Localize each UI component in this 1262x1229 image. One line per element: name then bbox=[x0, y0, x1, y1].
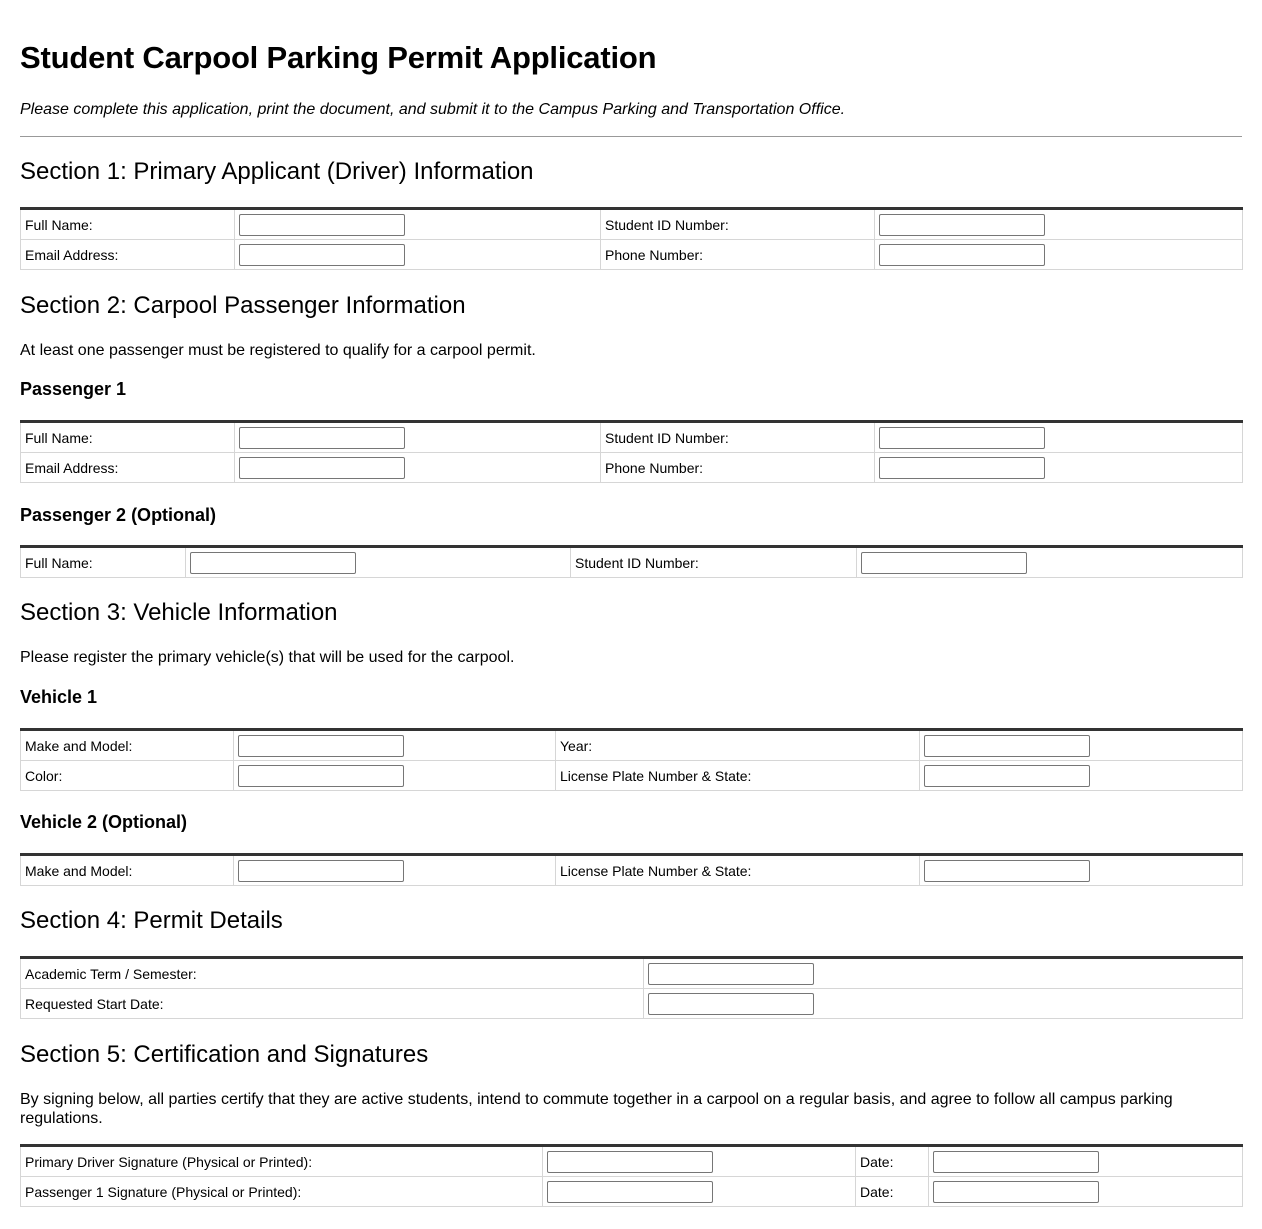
driver-email-input[interactable] bbox=[239, 244, 405, 266]
driver-date-input[interactable] bbox=[933, 1151, 1099, 1173]
driver-student-id-input[interactable] bbox=[879, 214, 1045, 236]
vehicle1-plate-input[interactable] bbox=[924, 765, 1090, 787]
driver-phone-label: Phone Number: bbox=[601, 240, 875, 270]
vehicle1-color-input[interactable] bbox=[238, 765, 404, 787]
vehicle1-year-input[interactable] bbox=[924, 735, 1090, 757]
driver-student-id-label: Student ID Number: bbox=[601, 209, 875, 240]
vehicle2-heading: Vehicle 2 (Optional) bbox=[20, 812, 188, 832]
driver-info-table bbox=[20, 207, 1243, 270]
vehicle1-make-model-label: Make and Model: bbox=[21, 730, 234, 761]
page-title: Student Carpool Parking Permit Application bbox=[20, 40, 657, 75]
driver-full-name-label: Full Name: bbox=[21, 209, 235, 240]
passenger1-full-name-label: Full Name: bbox=[21, 422, 235, 453]
table-row bbox=[21, 1146, 1243, 1177]
passenger1-table bbox=[20, 420, 1243, 483]
passenger1-email-label: Email Address: bbox=[21, 453, 235, 483]
vehicle1-heading: Vehicle 1 bbox=[20, 687, 98, 707]
start-date-label: Requested Start Date: bbox=[21, 989, 644, 1019]
section3-heading: Section 3: Vehicle Information bbox=[20, 599, 338, 626]
table-row bbox=[21, 547, 1243, 578]
vehicle2-plate-label: License Plate Number & State: bbox=[556, 855, 920, 886]
vehicle1-color-label: Color: bbox=[21, 761, 234, 791]
table-row bbox=[21, 958, 1243, 989]
table-row bbox=[21, 761, 1243, 791]
table-row bbox=[21, 989, 1243, 1019]
passenger2-table bbox=[20, 545, 1243, 578]
table-row bbox=[21, 240, 1243, 270]
signatures-table bbox=[20, 1144, 1243, 1207]
passenger1-heading: Passenger 1 bbox=[20, 379, 127, 399]
vehicle2-plate-input[interactable] bbox=[924, 860, 1090, 882]
passenger1-phone-input[interactable] bbox=[879, 457, 1045, 479]
section4-heading: Section 4: Permit Details bbox=[20, 907, 283, 934]
vehicle1-table bbox=[20, 728, 1243, 791]
section3-note: Please register the primary vehicle(s) that will be used for the carpool. bbox=[20, 649, 515, 666]
header-divider bbox=[20, 136, 1242, 137]
vehicle1-make-model-input[interactable] bbox=[238, 735, 404, 757]
passenger2-full-name-label: Full Name: bbox=[21, 547, 186, 578]
driver-email-label: Email Address: bbox=[21, 240, 235, 270]
table-row bbox=[21, 209, 1243, 240]
term-label: Academic Term / Semester: bbox=[21, 958, 644, 989]
vehicle2-make-model-label: Make and Model: bbox=[21, 855, 234, 886]
table-row bbox=[21, 453, 1243, 483]
table-row bbox=[21, 422, 1243, 453]
passenger1-phone-label: Phone Number: bbox=[601, 453, 875, 483]
passenger1-date-input[interactable] bbox=[933, 1181, 1099, 1203]
passenger2-student-id-label: Student ID Number: bbox=[571, 547, 857, 578]
section2-heading: Section 2: Carpool Passenger Information bbox=[20, 292, 466, 319]
passenger1-signature-label: Passenger 1 Signature (Physical or Printed): bbox=[21, 1177, 543, 1207]
vehicle2-table bbox=[20, 853, 1243, 886]
start-date-input[interactable] bbox=[648, 993, 814, 1015]
table-row bbox=[21, 730, 1243, 761]
passenger2-heading: Passenger 2 (Optional) bbox=[20, 505, 217, 525]
passenger2-student-id-input[interactable] bbox=[861, 552, 1027, 574]
term-input[interactable] bbox=[648, 963, 814, 985]
table-row bbox=[21, 855, 1243, 886]
passenger1-signature-input[interactable] bbox=[547, 1181, 713, 1203]
driver-full-name-input[interactable] bbox=[239, 214, 405, 236]
vehicle1-plate-label: License Plate Number & State: bbox=[556, 761, 920, 791]
driver-phone-input[interactable] bbox=[879, 244, 1045, 266]
driver-signature-label: Primary Driver Signature (Physical or Printed): bbox=[21, 1146, 543, 1177]
passenger1-email-input[interactable] bbox=[239, 457, 405, 479]
intro-text: Please complete this application, print the document, and submit it to the Campus Parking and Transportation Office. bbox=[20, 101, 846, 118]
section5-note: By signing below, all parties certify that they are active students, intend to commute together in a carpool on a regular basis, and agree to follow all campus parking regulations. bbox=[20, 1091, 1173, 1127]
table-row bbox=[21, 1177, 1243, 1207]
driver-date-label: Date: bbox=[856, 1146, 929, 1177]
passenger1-full-name-input[interactable] bbox=[239, 427, 405, 449]
driver-signature-input[interactable] bbox=[547, 1151, 713, 1173]
passenger2-full-name-input[interactable] bbox=[190, 552, 356, 574]
vehicle1-year-label: Year: bbox=[556, 730, 920, 761]
section1-heading: Section 1: Primary Applicant (Driver) Information bbox=[20, 158, 534, 185]
section2-note: At least one passenger must be registered to qualify for a carpool permit. bbox=[20, 342, 536, 359]
section5-heading: Section 5: Certification and Signatures bbox=[20, 1041, 429, 1068]
vehicle2-make-model-input[interactable] bbox=[238, 860, 404, 882]
passenger1-date-label: Date: bbox=[856, 1177, 929, 1207]
permit-details-table bbox=[20, 956, 1243, 1019]
passenger1-student-id-label: Student ID Number: bbox=[601, 422, 875, 453]
passenger1-student-id-input[interactable] bbox=[879, 427, 1045, 449]
